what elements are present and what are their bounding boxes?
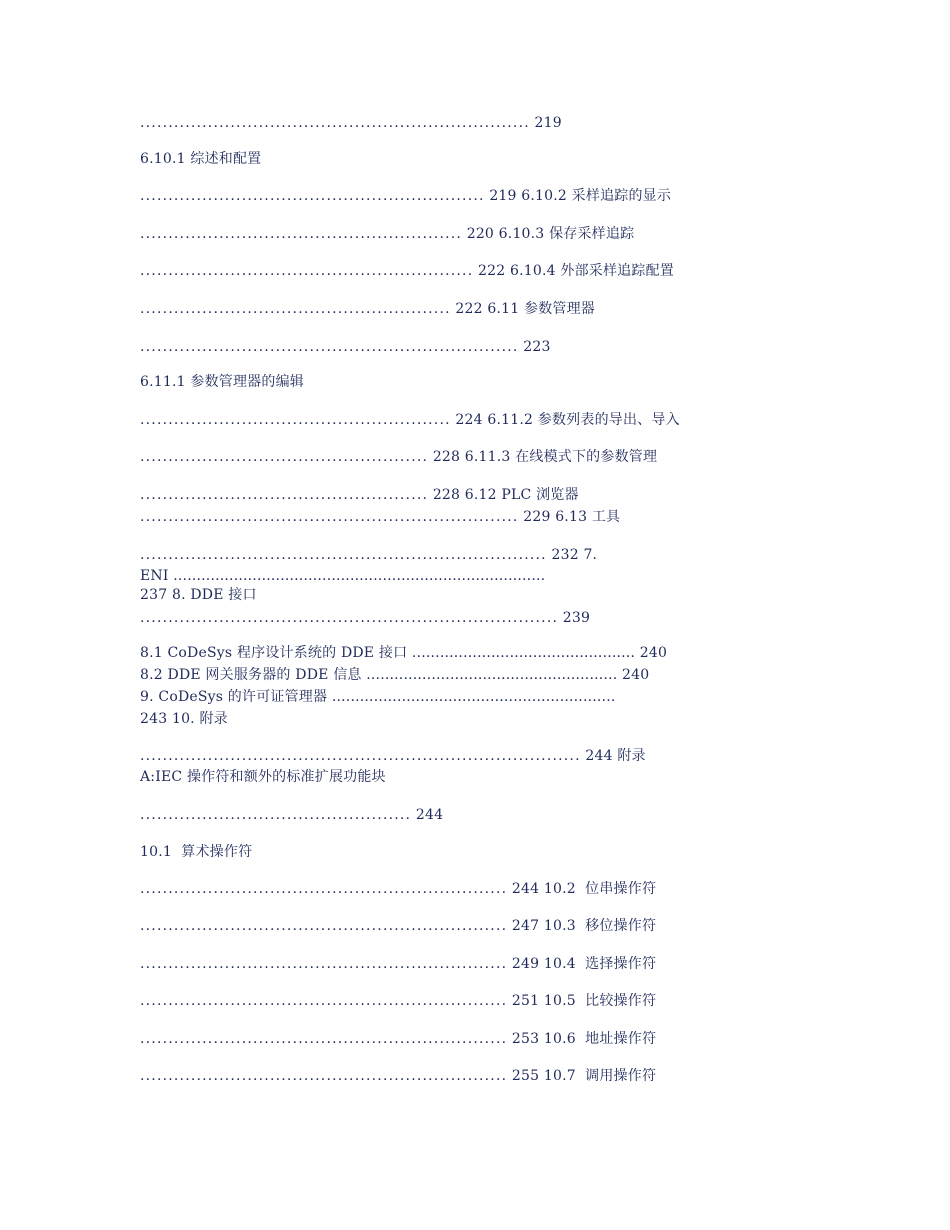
- toc-line: ....................................................... 222 6.11 参数管理器: [140, 301, 596, 317]
- toc-line: ........................................................... 222 6.10.4 外部采样追踪配置: [140, 263, 674, 279]
- toc-line: ................................................................. 251 10.5 比较操作符: [140, 993, 657, 1009]
- toc-line: ................................................................. 253 10.6 地址操作符: [140, 1031, 657, 1047]
- toc-line: .......................................................................... 239: [140, 610, 591, 626]
- toc-line: ............................................................. 219 6.10.2 采样追踪的显示: [140, 188, 672, 204]
- toc-line: 9. CoDeSys 的许可证管理器 .............................................................: [140, 689, 616, 705]
- toc-line: ................................................... 228 6.12 PLC 浏览器: [140, 487, 579, 503]
- toc-line: 243 10. 附录: [140, 711, 228, 727]
- toc-line: 237 8. DDE 接口: [140, 587, 257, 603]
- toc-line: 8.2 DDE 网关服务器的 DDE 信息 ...................................................... 240: [140, 667, 650, 683]
- toc-line: ................................................ 244: [140, 807, 444, 823]
- toc-line: 8.1 CoDeSys 程序设计系统的 DDE 接口 ................................................ 240: [140, 645, 668, 661]
- toc-line: .............................................................................. 244 附录: [140, 748, 646, 764]
- toc-line: ................................................................. 244 10.2 位串操作符: [140, 881, 657, 897]
- toc-line: ..................................................................... 219: [140, 115, 562, 131]
- toc-line: ................................................................... 229 6.13 工具: [140, 509, 621, 525]
- toc-line: ................................................................. 255 10.7 调用操作符: [140, 1068, 657, 1084]
- toc-line: ENI ................................................................................: [140, 568, 546, 584]
- toc-line: ....................................................... 224 6.11.2 参数列表的导出、导入: [140, 412, 680, 428]
- toc-line: ................................................... 228 6.11.3 在线模式下的参数管理: [140, 449, 658, 465]
- toc-line: A:IEC 操作符和额外的标准扩展功能块: [140, 769, 386, 785]
- toc-line: ................................................................... 223: [140, 339, 551, 355]
- toc-line: ........................................................................ 232 7.: [140, 547, 598, 563]
- toc-line: 10.1 算术操作符: [140, 844, 253, 860]
- toc-line: 6.10.1 综述和配置: [140, 151, 262, 167]
- toc-line: ................................................................. 247 10.3 移位操作符: [140, 918, 657, 934]
- toc-line: ......................................................... 220 6.10.3 保存采样追踪: [140, 226, 635, 242]
- toc-line: 6.11.1 参数管理器的编辑: [140, 374, 304, 390]
- toc-line: ................................................................. 249 10.4 选择操作符: [140, 956, 657, 972]
